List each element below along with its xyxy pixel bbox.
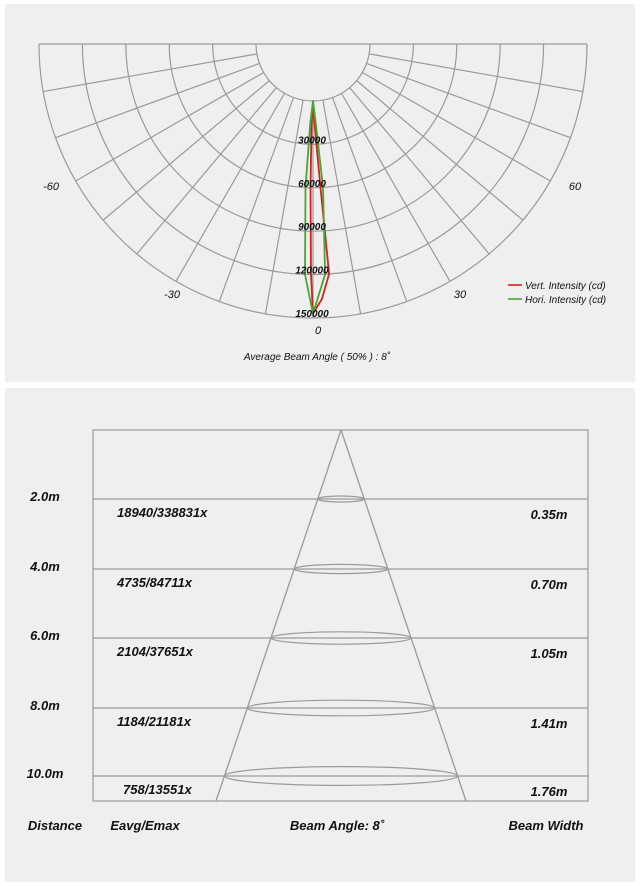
polar-intensity-chart bbox=[5, 4, 635, 382]
lux-label: 1184/21181x bbox=[117, 714, 191, 729]
radial-tick-label: 150000 bbox=[295, 309, 329, 320]
beam-angle-caption: Average Beam Angle ( 50% ) : 8˚ bbox=[243, 352, 391, 363]
header-beam-width: Beam Width bbox=[508, 818, 584, 833]
polar-series-group bbox=[305, 101, 329, 314]
cone-left-edge bbox=[216, 430, 341, 801]
polar-chart-panel bbox=[5, 4, 635, 382]
distance-label: 2.0m bbox=[30, 489, 60, 504]
lux-label: 18940/338831x bbox=[117, 505, 208, 520]
beam-width-label: 1.76m bbox=[530, 784, 568, 799]
angle-label: 30 bbox=[453, 289, 467, 301]
beam-cone-panel bbox=[5, 388, 635, 882]
polar-spoke bbox=[43, 54, 257, 92]
header-beam-angle: Beam Angle: 8˚ bbox=[289, 818, 385, 833]
lux-label: 4735/84711x bbox=[117, 575, 192, 590]
beam-width-label: 0.70m bbox=[530, 577, 568, 592]
polar-spoke bbox=[367, 63, 571, 137]
lux-label: 758/13551x bbox=[123, 782, 192, 797]
distance-label: 6.0m bbox=[30, 628, 60, 643]
radial-tick-label: 90000 bbox=[298, 222, 326, 234]
polar-spoke bbox=[219, 98, 293, 302]
distance-rows bbox=[27, 489, 568, 799]
cone-right-edge bbox=[341, 430, 466, 801]
cone-frame bbox=[93, 430, 588, 801]
polar-spoke bbox=[265, 100, 303, 314]
beam-width-label: 1.41m bbox=[530, 716, 568, 731]
distance-label: 10.0m bbox=[26, 766, 64, 781]
beam-cone-diagram bbox=[5, 388, 635, 882]
radial-tick-label: 120000 bbox=[295, 265, 329, 277]
beam-width-label: 0.35m bbox=[530, 507, 568, 522]
distance-label: 8.0m bbox=[30, 698, 60, 713]
distance-label: 4.0m bbox=[30, 559, 60, 574]
angle-label: 0 bbox=[314, 325, 322, 337]
legend-label-vertical: Vert. Intensity (cd) bbox=[525, 281, 606, 292]
polar-spoke bbox=[369, 54, 583, 92]
header-distance: Distance bbox=[27, 818, 83, 833]
angle-label: 60 bbox=[568, 181, 582, 193]
legend bbox=[508, 281, 606, 306]
angle-label: -60 bbox=[43, 181, 59, 193]
legend-label-horizontal: Hori. Intensity (cd) bbox=[525, 295, 607, 306]
polar-spoke bbox=[332, 98, 406, 302]
cone-geometry bbox=[93, 430, 588, 801]
polar-spoke bbox=[323, 100, 361, 314]
beam-width-label: 1.05m bbox=[530, 646, 568, 661]
radial-tick-label: 30000 bbox=[298, 135, 326, 147]
angle-label: -30 bbox=[164, 289, 180, 301]
header-eavg-emax: Eavg/Emax bbox=[110, 818, 180, 833]
radial-tick-label: 60000 bbox=[298, 178, 326, 190]
lux-label: 2104/37651x bbox=[117, 644, 193, 659]
polar-spoke bbox=[56, 63, 260, 137]
